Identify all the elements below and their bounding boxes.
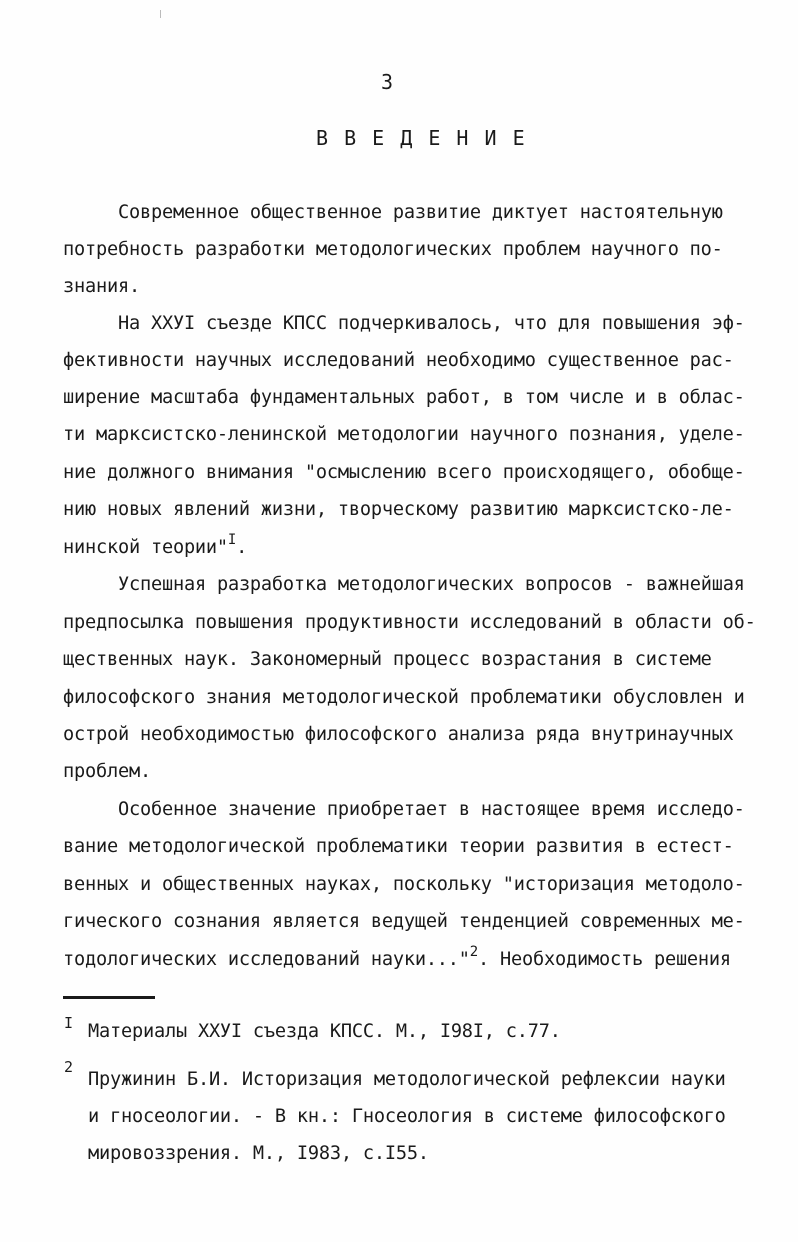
body-line: острой необходимостью философского анализа ряда внутринаучных <box>63 724 734 745</box>
body-line: ти марксистско-ленинской методологии научного познания, уделе- <box>63 424 745 445</box>
footnote-mark-1: I <box>64 1014 74 1032</box>
body-line: знания. <box>63 276 140 297</box>
body-line: Современное общественное развитие диктует настоятельную <box>118 202 723 223</box>
body-line: вание методологической проблематики теории развития в естест- <box>63 836 734 857</box>
body-line-with-footnote <box>63 532 248 561</box>
footnote-ref-2: 2 <box>469 944 479 960</box>
footnote-ref-1: I <box>227 532 237 548</box>
body-line: ширение масштаба фундаментальных работ, в том числе и в облас- <box>63 387 745 408</box>
body-line: Успешная разработка методологических вопросов - важнейшая <box>118 574 745 595</box>
body-line-text: тодологических исследований науки..." <box>63 949 470 970</box>
body-line-text: нинской теории" <box>63 537 228 558</box>
body-line: проблем. <box>63 761 151 782</box>
body-line: гического сознания является ведущей тенденцией современных ме- <box>63 911 745 932</box>
body-line: Особенное значение приобретает в настоящее время исследо- <box>118 799 745 820</box>
body-line: предпосылка повышения продуктивности исследований в области об- <box>63 612 756 633</box>
body-line: потребность разработки методологических проблем научного по- <box>63 239 723 260</box>
section-title: В В Е Д Е Н И Е <box>316 126 525 150</box>
footnote-2-line: Пружинин Б.И. Историзация методологической рефлексии науки <box>88 1069 726 1090</box>
body-line-with-footnote <box>63 944 731 973</box>
body-line: ние должного внимания "осмыслению всего происходящего, обобще- <box>63 462 745 483</box>
body-line: венных и общественных науках, поскольку "историзация методоло- <box>63 874 745 895</box>
body-line: На ХХУI съезде КПСС подчеркивалось, что для повышения эф- <box>118 313 745 334</box>
body-line: философского знания методологической проблематики обусловлен и <box>63 687 745 708</box>
scan-speck <box>160 10 161 18</box>
body-line: щественных наук. Закономерный процесс возрастания в системе <box>63 649 712 670</box>
body-line: нию новых явлений жизни, творческому развитию марксистско-ле- <box>63 499 734 520</box>
page-number: 3 <box>381 70 394 94</box>
footnote-1-text: Материалы ХХУI съезда КПСС. М., I98I, с.77. <box>88 1021 561 1042</box>
body-line-text: Необходимость решения <box>500 949 731 970</box>
footnote-separator <box>63 996 155 999</box>
line-end-dot: . <box>478 949 490 970</box>
footnote-2-line: и гносеологии. - В кн.: Гносеология в системе философского <box>88 1106 726 1127</box>
line-end-dot: . <box>236 537 248 558</box>
footnote-mark-2: 2 <box>64 1058 74 1076</box>
body-line: фективности научных исследований необходимо существенное рас- <box>63 350 734 371</box>
footnote-2-line: мировоззрения. М., I983, с.I55. <box>88 1143 429 1164</box>
